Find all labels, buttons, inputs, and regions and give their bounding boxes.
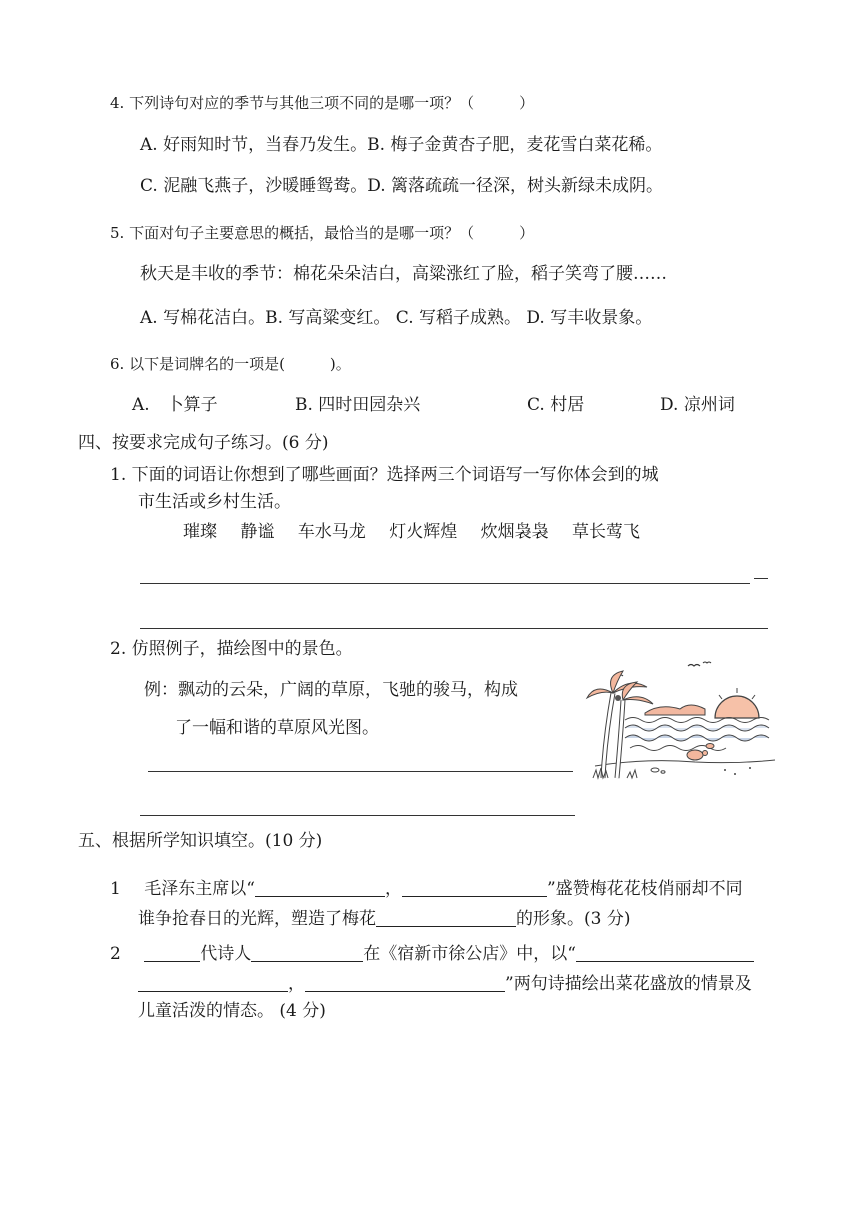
fill-blank[interactable]	[402, 879, 547, 897]
q5-prompt: 5. 下面对句子主要意思的概括，最恰当的是哪一项？（ ）	[110, 224, 535, 242]
q2-text-line2b: ”两句诗描绘出菜花盛放的情景及	[505, 974, 752, 994]
section5-q1-line2	[138, 906, 630, 928]
answer-line[interactable]	[140, 583, 750, 584]
section4-q2-prompt: 2. 仿照例子，描绘图中的景色。	[110, 639, 353, 659]
answer-line[interactable]	[148, 771, 573, 772]
fill-blank[interactable]	[305, 974, 505, 992]
q4-prompt: 4. 下列诗句对应的季节与其他三项不同的是哪一项？（ ）	[110, 94, 535, 112]
word-item: 灯火辉煌	[389, 522, 458, 542]
section5-title: 五、根据所学知识填空。(10 分)	[78, 831, 323, 851]
word-item: 草长莺飞	[572, 522, 641, 542]
word-item: 车水马龙	[297, 522, 366, 542]
q5-sentence: 秋天是丰收的季节：棉花朵朵洁白，高粱涨红了脸，稻子笑弯了腰……	[140, 264, 667, 284]
beach-illustration	[585, 658, 780, 783]
section4-q1-line2: 市生活或乡村生活。	[138, 492, 291, 512]
fill-blank[interactable]	[255, 879, 385, 897]
q1-text-line2a: 谁争抢春日的光辉，塑造了梅花	[138, 909, 376, 929]
word-item: 璀璨	[183, 522, 217, 542]
q4-options-line1: A. 好雨知时节，当春乃发生。B. 梅子金黄杏子肥，麦花雪白菜花稀。	[140, 135, 663, 155]
bird-icon	[703, 662, 711, 663]
turtle-icon	[687, 750, 703, 760]
answer-line[interactable]	[140, 815, 575, 816]
word-bank	[183, 524, 658, 541]
section4-example-line1: 例：飘动的云朵，广阔的草原，飞驰的骏马，构成	[144, 680, 518, 700]
q4-options-line2: C. 泥融飞燕子，沙暖睡鸳鸯。D. 篱落疏疏一径深，树头新绿未成阴。	[140, 176, 664, 196]
q2-text-a: 代诗人	[200, 944, 252, 964]
fill-blank[interactable]	[376, 909, 516, 927]
fill-blank[interactable]	[576, 944, 754, 962]
section4-q1-line1: 1. 下面的词语让你想到了哪些画面？选择两三个词语写一写你体会到的城	[110, 465, 659, 485]
bird-icon	[688, 665, 700, 667]
q1-text-b: ，	[384, 879, 402, 899]
fill-blank[interactable]	[144, 944, 200, 962]
q6-option-d: D. 凉州词	[660, 395, 735, 415]
q6-option-c: C. 村居	[527, 395, 585, 415]
q1-text-a: 毛泽东主席以“	[144, 879, 255, 899]
q1-text-c: ”盛赞梅花花枝俏丽却不同	[546, 879, 743, 899]
answer-line-dash	[754, 578, 768, 579]
q1-text-line2b: 的形象。(3 分)	[516, 909, 631, 929]
q2-text-b: 在《宿新市徐公店》中，以“	[363, 944, 576, 964]
section5-q2-line2	[138, 971, 752, 993]
q5-options: A. 写棉花洁白。B. 写高粱变红。 C. 写稻子成熟。 D. 写丰收景象。	[140, 308, 653, 328]
section5-q2-line3: 儿童活泼的情态。 (4 分)	[138, 1001, 326, 1021]
question-number: 2	[110, 944, 121, 964]
section4-title: 四、按要求完成句子练习。(6 分)	[78, 433, 329, 453]
q6-option-b: B. 四时田园杂兴	[295, 395, 421, 415]
section4-example-line2: 了一幅和谐的草原风光图。	[175, 718, 379, 738]
fill-blank[interactable]	[138, 974, 288, 992]
question-number: 1	[110, 879, 121, 899]
fill-blank[interactable]	[251, 944, 363, 962]
word-item: 静谧	[240, 522, 275, 542]
q2-text-line2a: ，	[288, 974, 305, 994]
sun-icon	[715, 696, 759, 718]
word-item: 炊烟袅袅	[480, 522, 549, 542]
q6-option-a: A. 卜算子	[132, 395, 218, 415]
answer-line[interactable]	[140, 628, 768, 629]
q6-prompt: 6. 以下是词牌名的一项是( )。	[110, 355, 351, 373]
section5-q2-line1	[110, 941, 754, 963]
section5-q1-line1	[110, 876, 743, 898]
